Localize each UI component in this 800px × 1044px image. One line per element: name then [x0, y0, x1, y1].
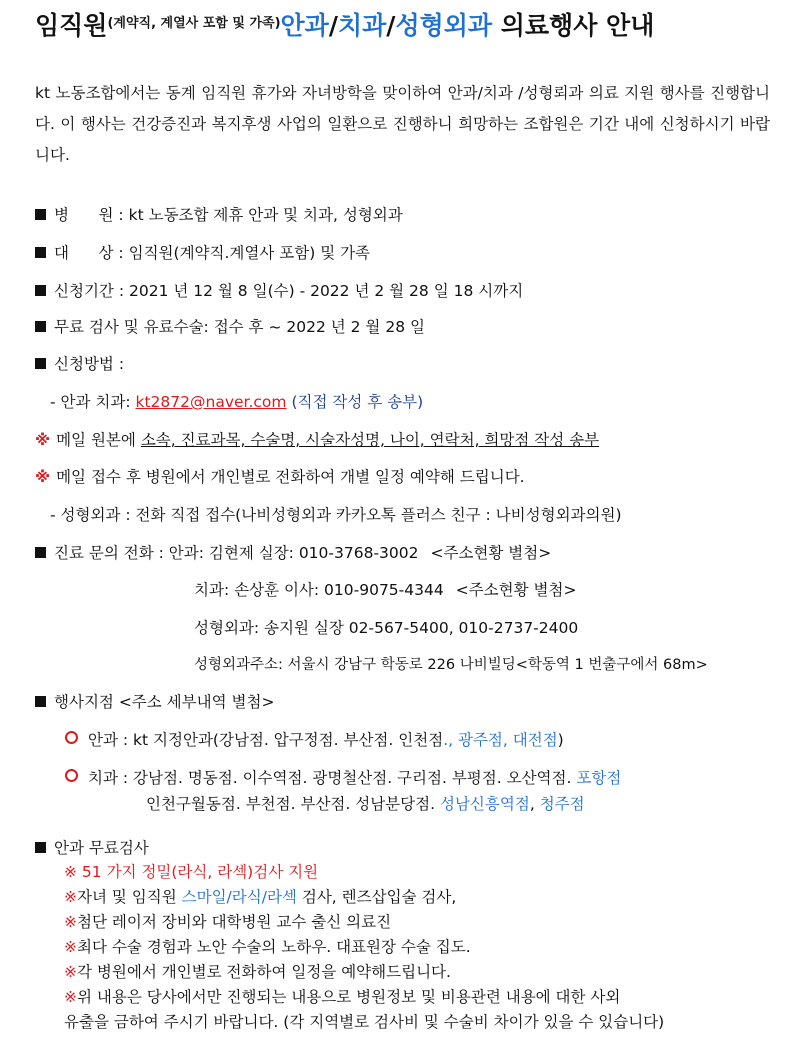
bullet-square: [35, 696, 46, 707]
contact-eye-note: <주소현황 별첨>: [430, 544, 552, 562]
branches-row: [35, 692, 274, 712]
note2-text: 메일 접수 후 병원에서 개인별로 전화하여 개별 일정 예약해 드립니다.: [56, 468, 525, 486]
branches-dental-line2-sep: ,: [529, 795, 535, 813]
eye-free-item-5: [64, 962, 451, 982]
contact-dental-note: <주소현황 별첨>: [455, 581, 577, 599]
target-label: 대 상 :: [54, 244, 124, 262]
period-row: [35, 281, 523, 301]
title-slash: /: [328, 11, 338, 40]
hospital-value: kt 노동조합 제휴 안과 및 치과, 성형외과: [128, 206, 403, 224]
bullet-square: [35, 321, 46, 332]
reference-mark: ※: [64, 988, 77, 1006]
eye-free-item-6: [64, 987, 620, 1007]
hospital-row: [35, 205, 403, 225]
eye-free-item-1: [64, 862, 318, 882]
branches-eye-close: ): [557, 731, 564, 749]
email-link[interactable]: kt2872@naver.com: [135, 393, 287, 411]
eye-free-item2-b: 검사, 렌즈삽입술 검사,: [301, 888, 457, 906]
branches-dental-line2: 인천구월동점. 부천점. 부산점. 성남분당점.: [146, 795, 436, 813]
title-rest: 의료행사 안내: [492, 11, 655, 40]
eye-free-label: 안과 무료검사: [54, 839, 149, 857]
branches-dental-line1-new: 포항점: [576, 769, 622, 787]
method-note-2: [35, 467, 525, 487]
bullet-square: [35, 247, 46, 258]
period-value: 2021 년 12 월 8 일(수) - 2022 년 2 월 28 일 18 시까지: [128, 282, 524, 300]
eye-free-item-2: [64, 887, 456, 907]
eye-free-item2-a: 자녀 및 임직원: [77, 888, 177, 906]
title-slash: /: [386, 11, 396, 40]
page-title: [35, 6, 654, 42]
eye-free-item-3: [64, 912, 391, 932]
contact-dental: 치과: 손상훈 이사: 010-9075-4344: [194, 581, 444, 599]
contact-plastic-address-row: [194, 655, 708, 675]
reference-mark: ※: [64, 888, 77, 906]
branches-label: 행사지점 <주소 세부내역 별첨>: [54, 693, 275, 711]
bullet-square: [35, 209, 46, 220]
free-exam-text: 무료 검사 및 유료수술: 접수 후 ~ 2022 년 2 월 28 일: [54, 318, 425, 336]
contact-plastic-row: [194, 618, 578, 638]
email-note: (직접 작성 후 송부): [291, 393, 424, 411]
eye-free-row: [35, 838, 149, 858]
target-row: [35, 243, 370, 263]
period-label: 신청기간 :: [54, 282, 125, 300]
eye-free-item6-text: 위 내용은 당사에서만 진행되는 내용으로 병원정보 및 비용관련 내용에 대한 사외: [77, 988, 621, 1006]
branches-dental-row-2: [146, 794, 585, 814]
method-email-row: [50, 392, 423, 412]
eye-free-item4-text: 최다 수술 경험과 노안 수술의 노하우. 대표원장 수술 집도.: [77, 938, 471, 956]
reference-mark: ※: [64, 938, 77, 956]
reference-mark: ※: [35, 431, 51, 449]
title-sub: (계약직, 계열사 포함 및 가족): [107, 16, 281, 31]
eye-free-item3-text: 첨단 레이저 장비와 대학병원 교수 출신 의료진: [77, 913, 392, 931]
eye-free-item6-cont-text: 유출을 금하여 주시기 바랍니다. (각 지역별로 검사비 및 수술비 차이가 있을 수 있습니다): [64, 1013, 665, 1031]
contact-dental-row: [194, 580, 576, 600]
eye-free-item-4: [64, 937, 471, 957]
branches-eye-row: [65, 730, 564, 750]
bullet-square: [35, 547, 46, 558]
title-dept-dental: 치과: [337, 11, 387, 40]
contact-row: [35, 543, 551, 563]
eye-free-item5-text: 각 병원에서 개인별로 전화하여 일정을 예약해드립니다.: [77, 963, 451, 981]
bullet-square: [35, 285, 46, 296]
method-note-1: [35, 430, 599, 450]
method-plastic-text: - 성형외과 : 전화 직접 접수(나비성형외과 카카오톡 플러스 친구 : 나비성형외과의원): [50, 506, 622, 524]
contact-label: 진료 문의 전화 :: [54, 544, 164, 562]
contact-eye: 안과: 김현제 실장: 010-3768-3002: [168, 544, 419, 562]
method-plastic-row: [50, 505, 622, 525]
title-dept-eye: 안과: [280, 11, 329, 40]
branches-dental-label: 치과 :: [88, 769, 129, 787]
title-dept-plastic: 성형외과: [395, 11, 493, 40]
branches-dental-line2-new-2: 청주점: [539, 795, 585, 813]
branches-dental-line1: 강남점. 명동점. 이수역점. 광명철산점. 구리점. 부평점. 오산역점.: [133, 769, 572, 787]
branches-eye-list-new: ., 광주점, 대전점: [443, 731, 558, 749]
contact-plastic-address: 성형외과주소: 서울시 강남구 학동로 226 나비빌딩<학동역 1 번출구에서 68m>: [194, 657, 708, 673]
bullet-square: [35, 358, 46, 369]
method-row: [35, 354, 124, 374]
bullet-circle-icon: [65, 731, 78, 744]
reference-mark: ※: [35, 468, 51, 486]
branches-eye-list: kt 지정안과(강남점. 압구정점. 부산점. 인천점: [133, 731, 444, 749]
intro-paragraph: kt 노동조합에서는 동계 임직원 휴가와 자녀방학을 맞이하여 안과/치과 /성형뢰과 의료 지원 행사를 진행합니다. 이 행사는 건강증진과 복지후생 사업의 일환으로 진행하니 희망하는 조합원은 기간 내에 신청하시기 바랍니다.: [35, 84, 770, 164]
contact-plastic: 성형외과: 송지원 실장 02-567-5400, 010-2737-2400: [194, 619, 579, 637]
eye-free-item1-text: ※ 51 가지 정밀(라식, 라섹)검사 지원: [64, 863, 319, 881]
branches-dental-row-1: [65, 768, 621, 788]
branches-eye-label: 안과 :: [88, 731, 129, 749]
hospital-label: 병 원 :: [54, 206, 124, 224]
reference-mark: ※: [64, 963, 77, 981]
branches-dental-line2-new-1: 성남신흥역점: [439, 795, 530, 813]
title-main: 임직원: [35, 11, 108, 40]
method-label: 신청방법 :: [54, 355, 125, 373]
target-value: 임직원(계약직.계열사 포함) 및 가족: [128, 244, 371, 262]
bullet-square: [35, 842, 46, 853]
eye-free-item-6-continued: [64, 1012, 664, 1032]
free-exam-row: [35, 317, 425, 337]
reference-mark: ※: [64, 913, 77, 931]
note1-required-fields: 소속, 진료과목, 수술명, 시술자성명, 나이, 연락처, 희망점 작성 송부: [140, 431, 600, 449]
note1-prefix: 메일 원본에: [56, 431, 136, 449]
method-eye-dental-prefix: - 안과 치과:: [50, 393, 131, 411]
bullet-circle-icon: [65, 769, 78, 782]
eye-free-item2-surgeries: 스마일/라식/라섹: [181, 888, 297, 906]
